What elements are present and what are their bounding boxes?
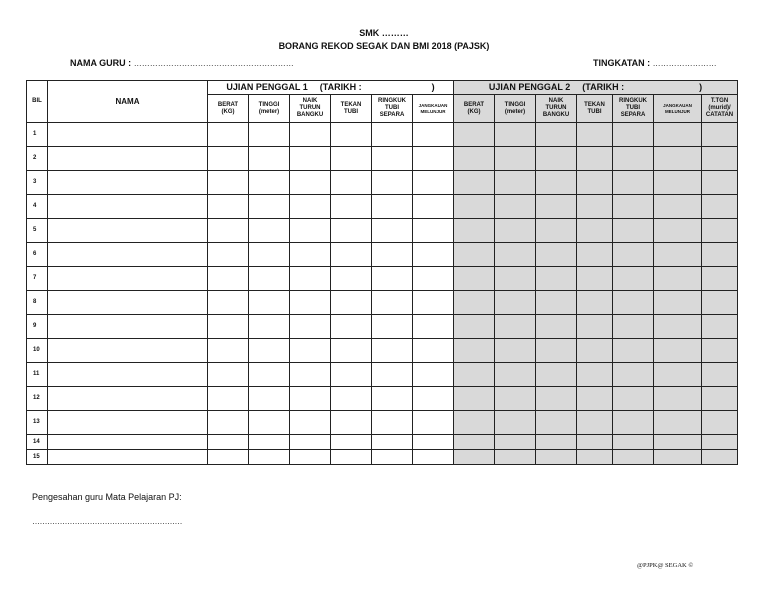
penggal1-cell[interactable] xyxy=(372,339,413,363)
penggal1-cell[interactable] xyxy=(249,243,290,267)
col-p2-ttgn-catatan: T.TGN (murid)/ CATATAN xyxy=(702,95,738,123)
pengesahan-label: Pengesahan guru Mata Pelajaran PJ: xyxy=(32,492,182,502)
penggal1-cell[interactable] xyxy=(331,219,372,243)
penggal1-cell[interactable] xyxy=(249,147,290,171)
penggal1-cell[interactable] xyxy=(249,195,290,219)
row-number: 1 xyxy=(27,123,48,147)
penggal1-cell[interactable] xyxy=(413,450,454,465)
penggal2-cell[interactable] xyxy=(702,411,738,435)
col-p2-tinggi: TINGGI (meter) xyxy=(495,95,536,123)
penggal1-cell[interactable] xyxy=(331,171,372,195)
penggal2-cell[interactable] xyxy=(454,315,495,339)
penggal1-cell[interactable] xyxy=(208,171,249,195)
col-p2-ringkuk-tubi: RINGKUK TUBI SEPARA xyxy=(613,95,654,123)
tingkatan-field[interactable] xyxy=(593,58,717,68)
penggal2-cell[interactable] xyxy=(536,195,577,219)
penggal1-cell[interactable] xyxy=(249,315,290,339)
penggal1-cell[interactable] xyxy=(331,315,372,339)
penggal2-cell[interactable] xyxy=(613,195,654,219)
penggal1-cell[interactable] xyxy=(208,450,249,465)
penggal1-cell[interactable] xyxy=(413,147,454,171)
penggal1-cell[interactable] xyxy=(208,267,249,291)
penggal2-cell[interactable] xyxy=(577,243,613,267)
penggal2-cell[interactable] xyxy=(613,315,654,339)
penggal1-cell[interactable] xyxy=(372,267,413,291)
penggal1-cell[interactable] xyxy=(290,291,331,315)
penggal2-cell[interactable] xyxy=(654,123,702,147)
penggal2-cell[interactable] xyxy=(702,147,738,171)
penggal1-cell[interactable] xyxy=(413,267,454,291)
name-cell[interactable] xyxy=(48,387,208,411)
penggal2-cell[interactable] xyxy=(654,387,702,411)
name-cell[interactable] xyxy=(48,291,208,315)
table-row xyxy=(27,291,738,315)
penggal1-cell[interactable] xyxy=(249,267,290,291)
penggal2-cell[interactable] xyxy=(495,450,536,465)
penggal2-cell[interactable] xyxy=(536,450,577,465)
penggal1-cell[interactable] xyxy=(372,171,413,195)
row-number: 10 xyxy=(27,339,48,363)
penggal2-cell[interactable] xyxy=(613,147,654,171)
penggal2-cell[interactable] xyxy=(702,291,738,315)
group1-label: UJIAN PENGGAL 1 xyxy=(226,82,308,93)
name-cell[interactable] xyxy=(48,435,208,450)
penggal1-cell[interactable] xyxy=(290,363,331,387)
penggal2-cell[interactable] xyxy=(536,267,577,291)
penggal1-cell[interactable] xyxy=(249,219,290,243)
group2-label: UJIAN PENGGAL 2 xyxy=(488,82,571,93)
row-number: 14 xyxy=(27,435,48,450)
penggal1-cell[interactable] xyxy=(208,123,249,147)
row-number: 7 xyxy=(27,267,48,291)
penggal1-cell[interactable] xyxy=(290,267,331,291)
table-row xyxy=(27,123,738,147)
col-nama: NAMA xyxy=(48,81,208,123)
name-cell[interactable] xyxy=(48,339,208,363)
penggal2-cell[interactable] xyxy=(654,450,702,465)
penggal1-cell[interactable] xyxy=(413,171,454,195)
penggal2-cell[interactable] xyxy=(613,267,654,291)
penggal2-cell[interactable] xyxy=(613,219,654,243)
penggal2-cell[interactable] xyxy=(536,243,577,267)
table-row xyxy=(27,171,738,195)
penggal2-cell[interactable] xyxy=(702,363,738,387)
table-row xyxy=(27,387,738,411)
group1-close: ) xyxy=(431,82,435,93)
penggal2-cell[interactable] xyxy=(702,123,738,147)
col-p2-tekan-tubi: TEKAN TUBI xyxy=(577,95,613,123)
penggal2-cell[interactable] xyxy=(613,387,654,411)
penggal1-cell[interactable] xyxy=(331,387,372,411)
col-p2-naik-turun-bangku: NAIK TURUN BANGKU xyxy=(536,95,577,123)
penggal1-cell[interactable] xyxy=(290,315,331,339)
penggal1-cell[interactable] xyxy=(413,219,454,243)
penggal1-cell[interactable] xyxy=(413,435,454,450)
penggal1-cell[interactable] xyxy=(413,243,454,267)
penggal2-cell[interactable] xyxy=(454,450,495,465)
penggal1-cell[interactable] xyxy=(331,243,372,267)
penggal1-cell[interactable] xyxy=(290,123,331,147)
penggal2-cell[interactable] xyxy=(613,450,654,465)
penggal2-cell[interactable] xyxy=(495,339,536,363)
penggal2-cell[interactable] xyxy=(536,387,577,411)
penggal2-cell[interactable] xyxy=(577,171,613,195)
penggal1-cell[interactable] xyxy=(331,291,372,315)
penggal2-cell[interactable] xyxy=(654,219,702,243)
penggal2-cell[interactable] xyxy=(495,363,536,387)
name-cell[interactable] xyxy=(48,123,208,147)
penggal2-cell[interactable] xyxy=(654,363,702,387)
penggal1-cell[interactable] xyxy=(331,450,372,465)
penggal2-cell[interactable] xyxy=(577,147,613,171)
penggal1-cell[interactable] xyxy=(413,363,454,387)
penggal2-cell[interactable] xyxy=(454,363,495,387)
table-row xyxy=(27,450,738,465)
penggal2-cell[interactable] xyxy=(613,339,654,363)
penggal1-cell[interactable] xyxy=(290,147,331,171)
table-row xyxy=(27,315,738,339)
name-cell[interactable] xyxy=(48,171,208,195)
nama-guru-field[interactable] xyxy=(70,58,294,68)
group-penggal-2 xyxy=(454,81,738,95)
penggal1-cell[interactable] xyxy=(208,195,249,219)
penggal1-cell[interactable] xyxy=(249,339,290,363)
penggal2-cell[interactable] xyxy=(454,243,495,267)
penggal1-cell[interactable] xyxy=(290,243,331,267)
penggal1-cell[interactable] xyxy=(290,339,331,363)
penggal2-cell[interactable] xyxy=(454,267,495,291)
table-row xyxy=(27,147,738,171)
col-p1-jangkauan: JANGKAUAN MELUNJUR xyxy=(413,95,454,123)
penggal1-cell[interactable] xyxy=(372,291,413,315)
copyright-text: @PJPK@ SEGAK © xyxy=(637,562,694,569)
name-cell[interactable] xyxy=(48,267,208,291)
penggal2-cell[interactable] xyxy=(495,315,536,339)
penggal1-cell[interactable] xyxy=(208,219,249,243)
penggal1-cell[interactable] xyxy=(208,435,249,450)
penggal1-cell[interactable] xyxy=(290,450,331,465)
table-row xyxy=(27,411,738,435)
penggal2-cell[interactable] xyxy=(577,450,613,465)
penggal1-cell[interactable] xyxy=(372,450,413,465)
penggal1-cell[interactable] xyxy=(208,363,249,387)
penggal1-cell[interactable] xyxy=(331,339,372,363)
penggal1-cell[interactable] xyxy=(331,123,372,147)
penggal2-cell[interactable] xyxy=(454,171,495,195)
penggal2-cell[interactable] xyxy=(577,219,613,243)
row-number: 8 xyxy=(27,291,48,315)
penggal1-cell[interactable] xyxy=(372,147,413,171)
penggal2-cell[interactable] xyxy=(702,243,738,267)
form-title: BORANG REKOD SEGAK DAN BMI 2018 (PAJSK) xyxy=(278,41,490,51)
nama-guru-label: NAMA GURU : xyxy=(70,58,132,68)
table-row xyxy=(27,435,738,450)
name-cell[interactable] xyxy=(48,243,208,267)
record-table xyxy=(26,80,738,465)
penggal2-cell[interactable] xyxy=(536,411,577,435)
penggal1-cell[interactable] xyxy=(372,363,413,387)
penggal2-cell[interactable] xyxy=(613,171,654,195)
row-number: 5 xyxy=(27,219,48,243)
penggal1-cell[interactable] xyxy=(208,411,249,435)
penggal2-cell[interactable] xyxy=(536,363,577,387)
penggal2-cell[interactable] xyxy=(613,243,654,267)
penggal2-cell[interactable] xyxy=(702,450,738,465)
col-p1-berat: BERAT (KG) xyxy=(208,95,249,123)
penggal1-cell[interactable] xyxy=(331,267,372,291)
penggal2-cell[interactable] xyxy=(702,195,738,219)
penggal1-cell[interactable] xyxy=(331,195,372,219)
penggal2-cell[interactable] xyxy=(495,219,536,243)
penggal2-cell[interactable] xyxy=(613,123,654,147)
penggal2-cell[interactable] xyxy=(654,435,702,450)
penggal1-cell[interactable] xyxy=(331,363,372,387)
name-cell[interactable] xyxy=(48,219,208,243)
penggal2-cell[interactable] xyxy=(577,339,613,363)
penggal2-cell[interactable] xyxy=(495,267,536,291)
penggal1-cell[interactable] xyxy=(413,195,454,219)
penggal2-cell[interactable] xyxy=(613,291,654,315)
penggal1-cell[interactable] xyxy=(249,171,290,195)
penggal1-cell[interactable] xyxy=(331,435,372,450)
penggal2-cell[interactable] xyxy=(613,411,654,435)
penggal1-cell[interactable] xyxy=(249,363,290,387)
row-number: 13 xyxy=(27,411,48,435)
penggal1-cell[interactable] xyxy=(249,450,290,465)
penggal1-cell[interactable] xyxy=(372,243,413,267)
penggal2-cell[interactable] xyxy=(536,171,577,195)
penggal1-cell[interactable] xyxy=(208,291,249,315)
penggal1-cell[interactable] xyxy=(413,411,454,435)
penggal1-cell[interactable] xyxy=(290,387,331,411)
penggal2-cell[interactable] xyxy=(577,387,613,411)
nama-guru-line: …………………………………………………… xyxy=(133,59,294,68)
penggal1-cell[interactable] xyxy=(290,171,331,195)
penggal2-cell[interactable] xyxy=(454,195,495,219)
penggal2-cell[interactable] xyxy=(613,435,654,450)
name-cell[interactable] xyxy=(48,450,208,465)
name-cell[interactable] xyxy=(48,411,208,435)
penggal1-cell[interactable] xyxy=(372,387,413,411)
penggal1-cell[interactable] xyxy=(413,291,454,315)
name-cell[interactable] xyxy=(48,363,208,387)
row-number: 11 xyxy=(27,363,48,387)
penggal2-cell[interactable] xyxy=(536,315,577,339)
row-number: 12 xyxy=(27,387,48,411)
penggal2-cell[interactable] xyxy=(577,315,613,339)
penggal2-cell[interactable] xyxy=(613,363,654,387)
penggal2-cell[interactable] xyxy=(654,291,702,315)
penggal1-cell[interactable] xyxy=(413,123,454,147)
penggal2-cell[interactable] xyxy=(495,243,536,267)
penggal1-cell[interactable] xyxy=(372,195,413,219)
penggal1-cell[interactable] xyxy=(331,147,372,171)
penggal1-cell[interactable] xyxy=(208,243,249,267)
penggal2-cell[interactable] xyxy=(495,123,536,147)
penggal2-cell[interactable] xyxy=(702,267,738,291)
penggal1-cell[interactable] xyxy=(290,435,331,450)
signature-line[interactable]: …………………………………………………… xyxy=(32,517,182,526)
group2-close: ) xyxy=(699,82,703,93)
penggal2-cell[interactable] xyxy=(654,171,702,195)
penggal2-cell[interactable] xyxy=(654,195,702,219)
table-row xyxy=(27,219,738,243)
penggal1-cell[interactable] xyxy=(249,411,290,435)
penggal2-cell[interactable] xyxy=(702,387,738,411)
tingkatan-line: …………………… xyxy=(652,59,717,68)
row-number: 6 xyxy=(27,243,48,267)
penggal1-cell[interactable] xyxy=(249,435,290,450)
penggal1-cell[interactable] xyxy=(208,387,249,411)
penggal2-cell[interactable] xyxy=(536,123,577,147)
penggal2-cell[interactable] xyxy=(654,147,702,171)
row-number: 4 xyxy=(27,195,48,219)
penggal1-cell[interactable] xyxy=(208,339,249,363)
penggal2-cell[interactable] xyxy=(495,387,536,411)
penggal2-cell[interactable] xyxy=(702,315,738,339)
penggal1-cell[interactable] xyxy=(249,291,290,315)
penggal1-cell[interactable] xyxy=(331,411,372,435)
penggal2-cell[interactable] xyxy=(536,339,577,363)
penggal1-cell[interactable] xyxy=(372,219,413,243)
penggal2-cell[interactable] xyxy=(495,435,536,450)
col-p1-tinggi: TINGGI (meter) xyxy=(249,95,290,123)
penggal1-cell[interactable] xyxy=(372,315,413,339)
penggal2-cell[interactable] xyxy=(577,123,613,147)
penggal2-cell[interactable] xyxy=(454,291,495,315)
penggal2-cell[interactable] xyxy=(702,171,738,195)
penggal1-cell[interactable] xyxy=(413,339,454,363)
penggal2-cell[interactable] xyxy=(454,123,495,147)
penggal1-cell[interactable] xyxy=(290,411,331,435)
penggal1-cell[interactable] xyxy=(372,123,413,147)
penggal2-cell[interactable] xyxy=(495,291,536,315)
penggal2-cell[interactable] xyxy=(577,363,613,387)
penggal1-cell[interactable] xyxy=(249,123,290,147)
penggal2-cell[interactable] xyxy=(654,411,702,435)
penggal2-cell[interactable] xyxy=(536,219,577,243)
col-p1-ringkuk-tubi: RINGKUK TUBI SEPARA xyxy=(372,95,413,123)
row-number: 9 xyxy=(27,315,48,339)
name-cell[interactable] xyxy=(48,147,208,171)
col-p2-berat: BERAT (KG) xyxy=(454,95,495,123)
penggal2-cell[interactable] xyxy=(577,411,613,435)
table-row xyxy=(27,243,738,267)
group-penggal-1 xyxy=(208,81,454,95)
table-row xyxy=(27,339,738,363)
penggal1-cell[interactable] xyxy=(249,387,290,411)
col-p1-tekan-tubi: TEKAN TUBI xyxy=(331,95,372,123)
penggal2-cell[interactable] xyxy=(454,147,495,171)
col-bil: BIL xyxy=(27,81,48,123)
group2-tarikh: (TARIKH : xyxy=(582,82,625,93)
table-row xyxy=(27,267,738,291)
penggal1-cell[interactable] xyxy=(208,315,249,339)
penggal2-cell[interactable] xyxy=(495,171,536,195)
penggal2-cell[interactable] xyxy=(577,291,613,315)
name-cell[interactable] xyxy=(48,315,208,339)
row-number: 3 xyxy=(27,171,48,195)
penggal2-cell[interactable] xyxy=(702,219,738,243)
penggal1-cell[interactable] xyxy=(290,195,331,219)
penggal2-cell[interactable] xyxy=(577,435,613,450)
col-p2-jangkauan: JANGKAUAN MELUNJUR xyxy=(654,95,702,123)
penggal2-cell[interactable] xyxy=(454,219,495,243)
penggal1-cell[interactable] xyxy=(372,411,413,435)
penggal1-cell[interactable] xyxy=(413,387,454,411)
penggal2-cell[interactable] xyxy=(702,435,738,450)
penggal2-cell[interactable] xyxy=(654,315,702,339)
tingkatan-label: TINGKATAN : xyxy=(593,58,651,68)
penggal1-cell[interactable] xyxy=(372,435,413,450)
penggal2-cell[interactable] xyxy=(654,243,702,267)
table-row xyxy=(27,363,738,387)
penggal2-cell[interactable] xyxy=(536,291,577,315)
penggal2-cell[interactable] xyxy=(454,411,495,435)
penggal2-cell[interactable] xyxy=(577,267,613,291)
col-p1-naik-turun-bangku: NAIK TURUN BANGKU xyxy=(290,95,331,123)
penggal2-cell[interactable] xyxy=(454,387,495,411)
penggal2-cell[interactable] xyxy=(495,147,536,171)
penggal2-cell[interactable] xyxy=(536,435,577,450)
name-cell[interactable] xyxy=(48,195,208,219)
row-number: 2 xyxy=(27,147,48,171)
penggal2-cell[interactable] xyxy=(654,267,702,291)
penggal1-cell[interactable] xyxy=(208,147,249,171)
penggal2-cell[interactable] xyxy=(454,339,495,363)
penggal1-cell[interactable] xyxy=(413,315,454,339)
penggal2-cell[interactable] xyxy=(495,195,536,219)
penggal2-cell[interactable] xyxy=(702,339,738,363)
school-name: SMK ……… xyxy=(359,28,409,38)
penggal2-cell[interactable] xyxy=(495,411,536,435)
group1-tarikh: (TARIKH : xyxy=(319,82,362,93)
penggal2-cell[interactable] xyxy=(454,435,495,450)
penggal1-cell[interactable] xyxy=(290,219,331,243)
row-number: 15 xyxy=(27,450,48,465)
penggal2-cell[interactable] xyxy=(577,195,613,219)
penggal2-cell[interactable] xyxy=(654,339,702,363)
table-row xyxy=(27,195,738,219)
penggal2-cell[interactable] xyxy=(536,147,577,171)
